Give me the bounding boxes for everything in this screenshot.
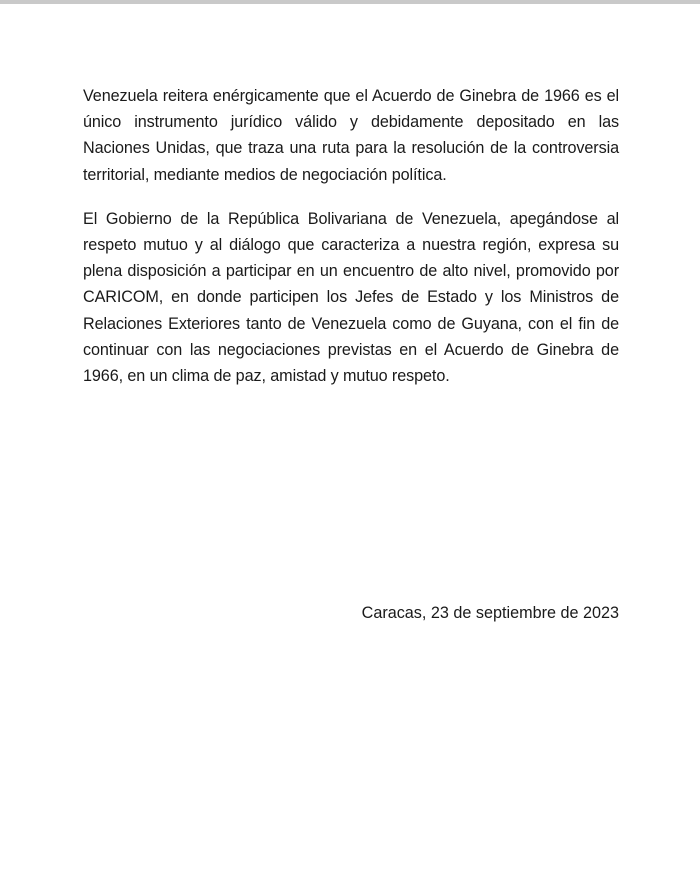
- paragraph-geneva-agreement: Venezuela reitera enérgicamente que el Acuerdo de Ginebra de 1966 es el único instrumento jurídico válido y debidamente depositado en las Naciones Unidas, que traza una ruta para la resolución de la controversia territorial, mediante medios de negociación política.: [83, 87, 619, 184]
- top-border: [0, 0, 700, 4]
- place-and-date: Caracas, 23 de septiembre de 2023: [361, 604, 619, 622]
- paragraph-caricom-meeting: El Gobierno de la República Bolivariana de Venezuela, apegándose al respeto mutuo y al diálogo que caracteriza a nuestra región, expresa su plena disposición a participar en un encuentro de alto nivel, promovido por CARICOM, en donde participen los Jefes de Estado y los Ministros de Relaciones Exteriores tanto de Venezuela como de Guyana, con el fin de continuar con las negociaciones previstas en el Acuerdo de Ginebra de 1966, en un clima de paz, amistad y mutuo respeto.: [83, 209, 619, 386]
- document-page: [83, 83, 619, 622]
